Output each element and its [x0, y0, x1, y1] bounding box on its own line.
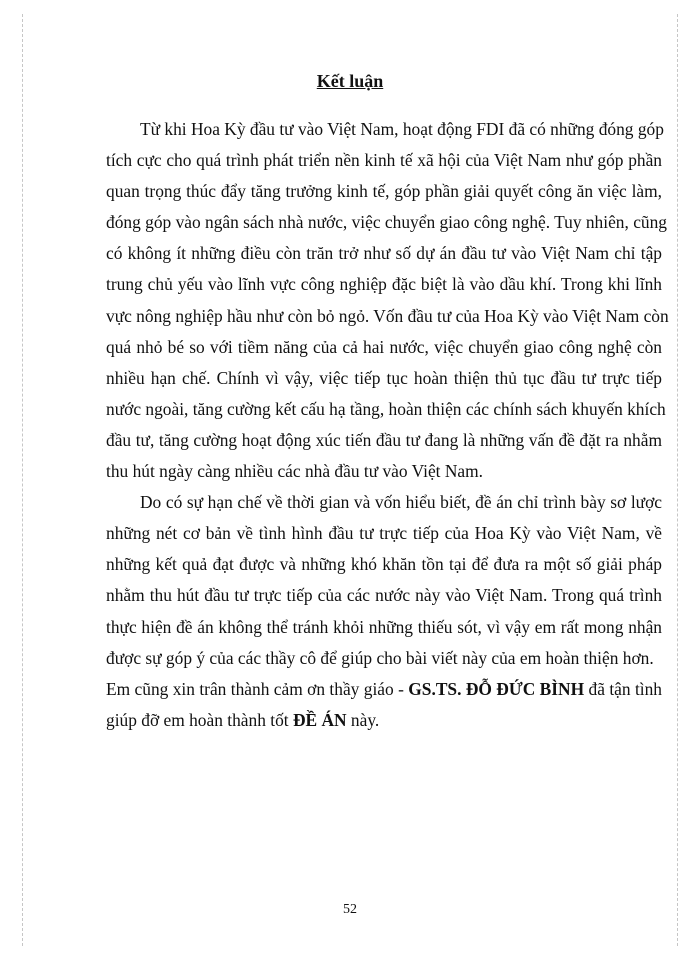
paragraph-1	[106, 114, 669, 487]
text-line: thu hút ngày càng nhiều các nhà đầu tư vào Việt Nam.	[106, 461, 484, 482]
text-line: nhằm thu hút đầu tư trực tiếp của các nước này vào Việt Nam. Trong quá trình	[106, 585, 662, 606]
document-body	[106, 114, 669, 736]
page-number: 52	[343, 902, 357, 917]
text-line: quan trọng thúc đẩy tăng trưởng kinh tế, góp phần giải quyết công ăn việc làm,	[106, 181, 662, 202]
acknowledgement-text: này.	[346, 709, 380, 730]
page-title: Kết luận	[316, 71, 384, 91]
text-line: đóng góp vào ngân sách nhà nước, việc chuyển giao công nghệ. Tuy nhiên, cũng	[106, 212, 668, 233]
text-line: thực hiện đề án không thể tránh khỏi những thiếu sót, vì vậy em rất mong nhận	[106, 616, 662, 637]
text-line: nước ngoài, tăng cường kết cấu hạ tầng, hoàn thiện các chính sách khuyến khích	[106, 398, 666, 419]
page-border-right	[677, 14, 678, 946]
text-line: đầu tư, tăng cường hoạt động xúc tiến đầu tư đang là những vấn đề đặt ra nhằm	[106, 429, 662, 450]
text-line: nhiều hạn chế. Chính vì vậy, việc tiếp tục hoàn thiện thủ tục đầu tư trực tiếp	[106, 367, 662, 388]
acknowledgement-text: giúp đỡ em hoàn thành tốt	[106, 709, 293, 730]
paragraph-2	[106, 487, 662, 674]
acknowledgement-text: Em cũng xin trân thành cảm ơn thầy giáo -	[106, 678, 409, 699]
text-line: trung chủ yếu vào lĩnh vực công nghiệp đặc biệt là vào dầu khí. Trong khi lĩnh	[106, 274, 662, 295]
text-line: Do có sự hạn chế về thời gian và vốn hiểu biết, đề án chỉ trình bày sơ lược	[140, 492, 662, 513]
text-line: vực nông nghiệp hầu như còn bỏ ngỏ. Vốn đầu tư của Hoa Kỳ vào Việt Nam còn	[106, 305, 669, 326]
text-line	[106, 674, 662, 705]
project-label: ĐỀ ÁN	[292, 709, 347, 730]
text-line: được sự góp ý của các thầy cô để giúp cho bài viết này của em hoàn thiện hơn.	[106, 647, 654, 668]
text-line: tích cực cho quá trình phát triển nền kinh tế xã hội của Việt Nam như góp phần	[106, 150, 662, 171]
text-line	[106, 705, 662, 736]
page-border-left	[22, 14, 23, 946]
paragraph-3	[106, 674, 662, 736]
advisor-name: GS.TS. ĐỖ ĐỨC BÌNH	[408, 678, 585, 699]
text-line: những nét cơ bản về tình hình đầu tư trực tiếp của Hoa Kỳ vào Việt Nam, về	[106, 523, 662, 544]
text-line: những kết quả đạt được và những khó khăn tồn tại để đưa ra một số giải pháp	[106, 554, 662, 575]
text-line: có không ít những điều còn trăn trở như số dự án đầu tư vào Việt Nam chỉ tập	[106, 243, 662, 264]
text-line: Từ khi Hoa Kỳ đầu tư vào Việt Nam, hoạt động FDI đã có những đóng góp	[140, 119, 664, 139]
text-line: quá nhỏ bé so với tiềm năng của cả hai nước, việc chuyển giao công nghệ còn	[106, 336, 662, 357]
acknowledgement-text: đã tận tình	[584, 678, 663, 699]
